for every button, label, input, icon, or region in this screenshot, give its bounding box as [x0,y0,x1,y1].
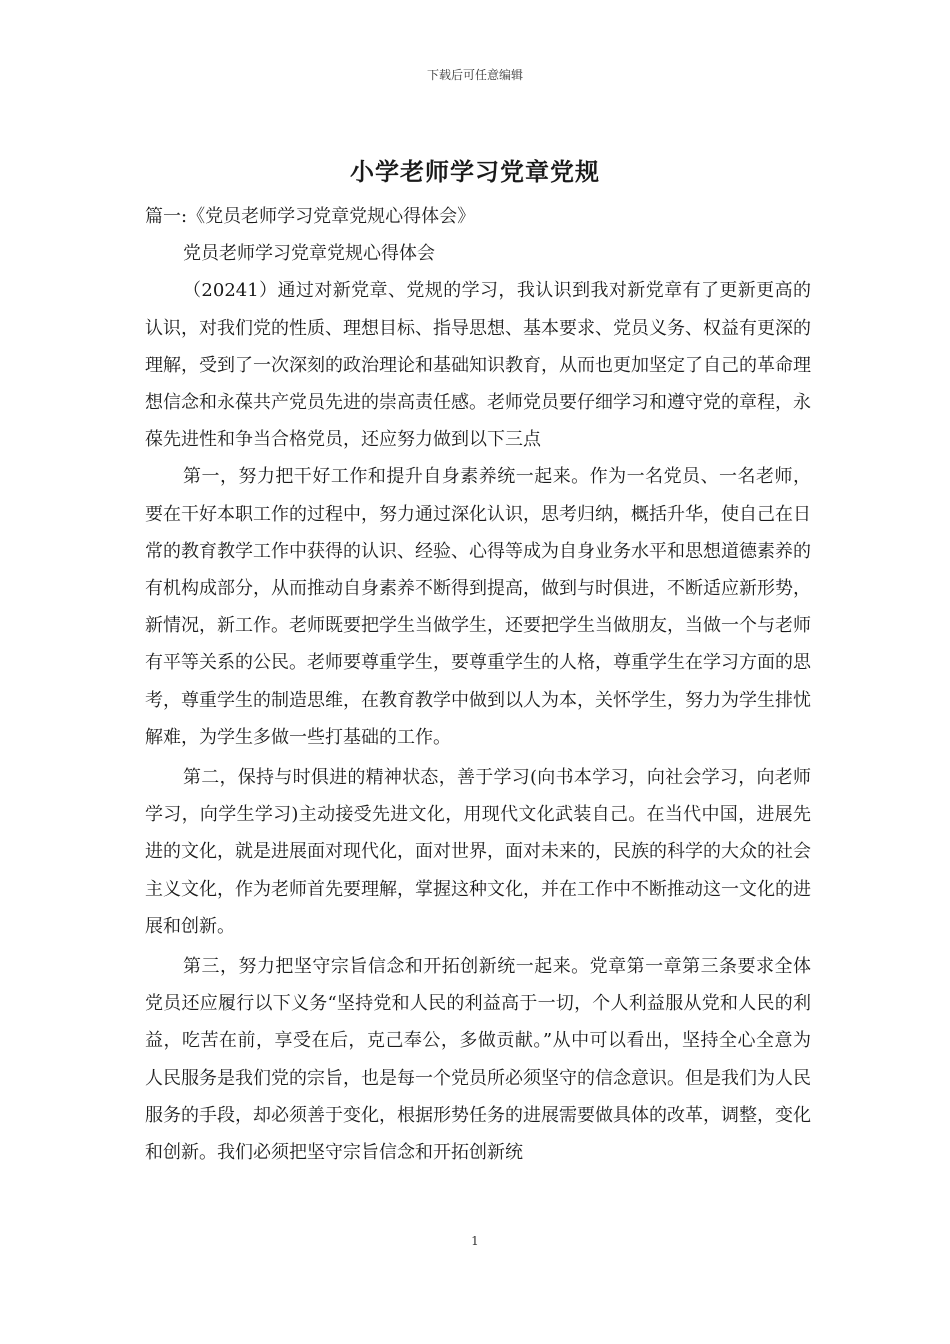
document-body [145,198,811,1171]
section-label: 篇一:《党员老师学习党章党规心得体会》 [145,206,476,227]
download-note: 下载后可任意编辑 [426,68,523,82]
document-title: 小学老师学习党章党规 [350,157,600,186]
paragraph-first-point: 第一，努力把干好工作和提升自身素养统一起来。作为一名党员、一名老师，要在干好本职工作的过程中，努力通过深化认识，思考归纳，概括升华，使自己在日常的教育教学工作中获得的认识、经验、心得等成为自身业务水平和思想道德素养的有机构成部分，从而推动自身素养不断得到提高，做到与时俱进，不断适应新形势，新情况，新工作。老师既要把学生当做学生，还要把学生当做朋友，当做一个与老师有平等关系的公民。老师要尊重学生，要尊重学生的人格，尊重学生在学习方面的思考，尊重学生的制造思维，在教育教学中做到以人为本，关怀学生，努力为学生排忧解难，为学生多做一些打基础的工作。 [145,466,811,748]
paragraph-second-point: 第二，保持与时俱进的精神状态，善于学习(向书本学习，向社会学习，向老师学习，向学生学习)主动接受先进文化，用现代文化武装自己。在当代中国，进展先进的文化，就是进展面对现代化，面对世界，面对未来的，民族的科学的大众的社会主义文化，作为老师首先要理解，掌握这种文化，并在工作中不断推动这一文化的进展和创新。 [145,767,811,937]
page-number: 1 [471,1234,479,1248]
paragraph-third-point: 第三，努力把坚守宗旨信念和开拓创新统一起来。党章第一章第三条要求全体党员还应履行以下义务“坚持党和人民的利益高于一切，个人利益服从党和人民的利益，吃苦在前，享受在后，克己奉公，多做贡献。”从中可以看出，坚持全心全意为人民服务是我们党的宗旨，也是每一个党员所必须坚守的信念意识。但是我们为人民服务的手段，却必须善于变化，根据形势任务的进展需要做具体的改革，调整，变化和创新。我们必须把坚守宗旨信念和开拓创新统 [145,956,811,1164]
article-subtitle: 党员老师学习党章党规心得体会 [183,243,435,265]
paragraph-intro: （20241）通过对新党章、党规的学习，我认识到我对新党章有了更新更高的认识，对我们党的性质、理想目标、指导思想、基本要求、党员义务、权益有更深的理解，受到了一次深刻的政治理论和基础知识教育，从而也更加坚定了自己的革命理想信念和永葆共产党员先进的崇高责任感。老师党员要仔细学习和遵守党的章程，永葆先进性和争当合格党员，还应努力做到以下三点 [145,280,811,451]
